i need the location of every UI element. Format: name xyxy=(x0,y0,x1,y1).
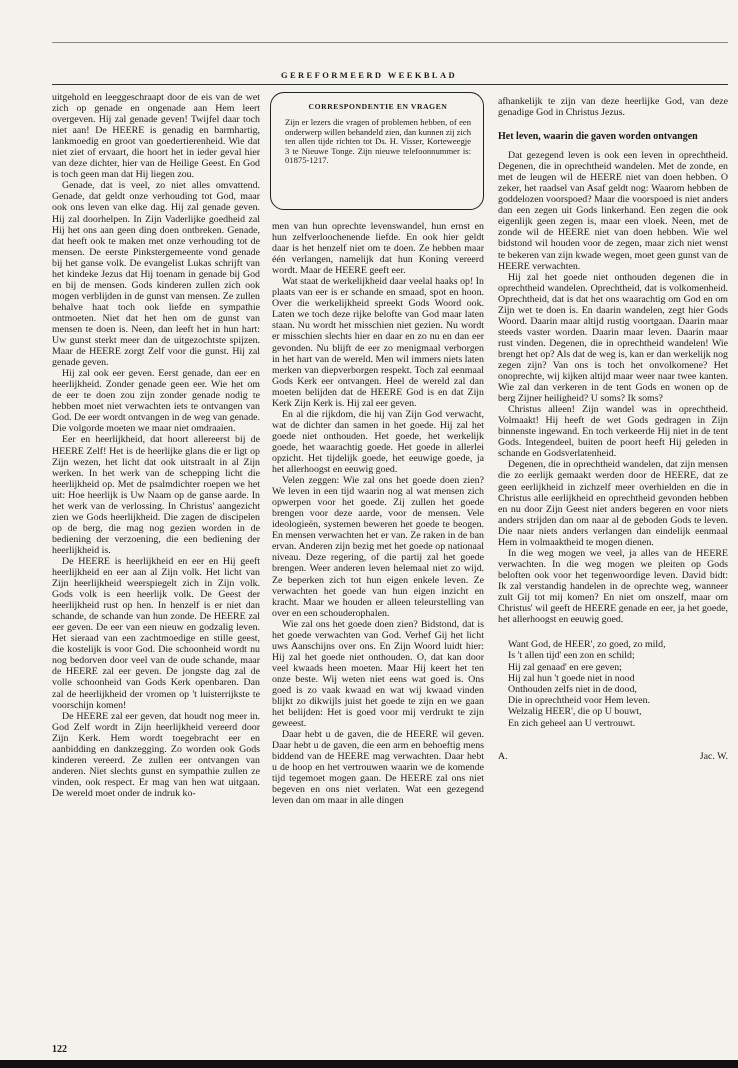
verse-line: Want God, de HEER', zo goed, zo mild, xyxy=(508,639,666,651)
correspondence-text: Zijn er lezers die vragen of problemen hebben, of een onderwerp willen behandeld zien, dan kunnen zij zich ten allen tijde richten tot Ds. H. Visser, Korteweegje 3 te Nieuwe Tonge. Zijn nieuwe telefoonnummer is: 01875-1217. xyxy=(285,117,471,166)
paragraph: Genade, dat is veel, zo niet alles omvattend. Genade, dat geldt onze verhouding tot God, maar ook ons leven van elke dag. Hij zal genade geven. Hij zal doorhelpen. In Zijn Vaderlijke goedheid zal Hij het ons aan geen ding doen ontbreken. Genade, dat heeft ook te maken met onze verhouding tot de mensen. De eerste Pinkstergemeente vond genade bij het ganse volk. De evangelist Lukas schrijft van het kindeke Jezus dat Hij toenam in genade bij God en bij de mensen. Gods kinderen zullen zich ook mogen verblijden in de gunst van mensen. Ze zullen behalve haat toch ook liefde en sympathie ontmoeten. Niet dat het hen om de gunst van mensen te doen is. Neen, dan leeft het in hun hart: Uw gunst sterkt meer dan de uitgezochtste spijzen. Maar de HEERE zorgt Zelf voor die gunst. Hij zal genade geven. xyxy=(52,180,260,369)
column-3 xyxy=(498,96,728,762)
paragraph: Hij zal ook eer geven. Eerst genade, dan eer en heerlijkheid. Zonder genade geen eer. Wie het om de eer te doen zou zijn zonder genade nodig te hebben moet niet verwachten iets te ontvangen van God. De eer wordt ontvangen in de weg van genade. Die volgorde moeten we maar niet omdraaien. xyxy=(52,368,260,435)
psalm-verse xyxy=(508,639,728,729)
page-header: GEREFORMEERD WEEKBLAD xyxy=(280,70,458,80)
correspondence-box xyxy=(270,92,484,210)
paragraph: Hij zal het goede niet onthouden degenen die in oprechtheid wandelen. Oprechtheid, dat is volkomenheid. Oprechtheid, dat is dat het ons waarachtig om God en om Zijn wet te doen is. En daarin wandelen, zegt hier Gods Woord. Daarin maar altijd rustig voortgaan. Daarin maar steeds vaster worden. Daarin maar leven. Daarin maar rust vinden. Degenen, die in oprechtheid wandelen! Wie brengt het op? Als dat de weg is, kan er dan werkelijk nog zegen zijn? Van ons is toch het onvolkomene? Het onoprechte, wij kijken altijd maar weer naar twee kanten. Wie zal dan verkeren in de tent Gods en wonen op de berg Zijner heiligheid? U soms? Ik soms? xyxy=(498,271,728,405)
paragraph: Wat staat de werkelijkheid daar veelal haaks op! In plaats van eer is er schande en smaad, spot en hoon. Over die werkelijkheid spreekt Gods Woord ook. Laten we toch deze rijke belofte van God maar laten staan. Nu wordt het misschien niet gezien. Nu wordt er misschien slechts hier en daar en zo nu en dan eer gevonden. Nu blijft de eer zo menigmaal verborgen in het hart van de wereld. Men wil immers niets laten merken van diepverborgen respekt. Toch zal eenmaal Gods Kerk eer ontvangen. Heel de wereld zal dan moeten belijden dat de HEERE God is en dat Zijn Kerk Zijn Kerk is. Hij zal eer geven. xyxy=(272,276,484,409)
page-number: 122 xyxy=(52,1044,67,1055)
signature-author: Jac. W. xyxy=(699,750,728,762)
verse-line: Onthouden zelfs niet in de dood, xyxy=(508,683,637,695)
paragraph: Velen zeggen: Wie zal ons het goede doen zien? We leven in een tijd waarin nog al wat mensen zich opwerpen voor het goede. Zij zullen het goede brengen voor deze aarde, voor de mensen. Vele ideologieën, systemen beweren het goede te beogen. En mensen verwachten het er van. Ze raken in de ban ervan. Anderen zijn bezig met het goede op nationaal niveau. Deze regering, of die partij zal het goede brengen. Weer anderen leven helemaal niet zo wijd. Ze beperken zich tot hun eigen enkele leven. Ze verwachten het goede van hun eigen inzicht en kracht. Maar we houden er alleen teleurstelling van over en een schouderophalen. xyxy=(272,475,484,619)
verse-line: Die in oprechtheid voor Hem leven. xyxy=(508,695,651,707)
paragraph: De HEERE zal eer geven, dat houdt nog meer in. God Zelf wordt in Zijn heerlijkheid vereerd door Zijn Kerk. Hem wordt toegebracht eer en aanbidding en dankzegging. Zo worden ook Gods kinderen vereerd. Ze zullen eer ontvangen van anderen. Niet slechts gunst en sympathie zullen ze vinden, ook respect. Er mag van hen wat uitgaan. De wereld moet onder de indruk ko- xyxy=(52,710,260,799)
paragraph: Dat gezegend leven is ook een leven in oprechtheid. Degenen, die in oprechtheid wandelen. Met de zonde, en met de leugen wil de HEERE niet van doen hebben. O zeker, het raadsel van Asaf geldt nog: Waarom hebben de goddelozen voorspoed? Maar die voorspoed is niet anders dan een zegen uit Gods linkerhand. Een zegen die ook eigenlijk geen zegen is, maar een vloek. Neen, met de zonde wil de HEERE niet van doen hebben. Wie wel bidstond wil houden voor de zegen, maar zich niet wenst te bekeren van zijn kwade wegen, moet geen gunst van de HEERE verwachten. xyxy=(498,150,728,272)
paragraph: men van hun oprechte levenswandel, hun ernst en hun zelfverloochenende liefde. En ook hier geldt daar is het henzelf niet om te doen. Ze hebben maar één verlangen, namelijk dat hun Koning vereerd wordt. Maar de HEERE geeft eer. xyxy=(272,221,484,277)
paragraph: uitgehold en leeggeschraapt door de eis van de wet zich op genade en ongenade aan Hem leert overgeven. Hij zal genade geven! Twijfel daar toch niet aan! De HEERE is genadig en barmhartig, lankmoedig en groot van goedertierenheid. Wie dat niet ziet of ervaart, die hoort het in ieder geval hier van deze dichter, hier van de Heilige Geest. En God is toch geen man dat Hij liegen zou. xyxy=(52,92,260,181)
top-rule xyxy=(52,42,728,43)
signature xyxy=(498,751,728,762)
verse-line: Is 't allen tijd' een zon en schild; xyxy=(508,650,635,662)
column-2 xyxy=(272,221,484,806)
paragraph: En al die rijkdom, die hij van Zijn God verwacht, wat de dichter dan samen in het goede. Hij zal het goede niet onthouden. Het goede, het werkelijk goede, het waarachtig goede. Het goede in allerlei opzicht. Het tijdelijk goede, het eeuwige goede, ja het allerhoogst en eeuwig goed. xyxy=(272,408,484,476)
column-1 xyxy=(52,92,260,799)
section-heading: Het leven, waarin die gaven worden ontvangen xyxy=(498,131,698,143)
paragraph: Christus alleen! Zijn wandel was in oprechtheid. Volmaakt! Hij heeft de wet Gods gedragen in Zijn binnenste ingewand. En toch verkeerde Hij niet in de tent Gods. Integendeel, buiten de poort heeft Hij geleden in schande en Godsverlatenheid. xyxy=(498,404,728,460)
verse-line: Hij zal genaad' en ere geven; xyxy=(508,661,622,673)
bottom-border xyxy=(0,1060,738,1068)
correspondence-title: CORRESPONDENTIE EN VRAGEN xyxy=(308,102,448,111)
paragraph: Daar hebt u de gaven, die de HEERE wil geven. Daar hebt u de gaven, die een arm en behoeftig mens biddend van de HEERE mag verwachten. Daar hebt u de hoop en het vertrouwen waarin we de komende tijd tegemoet mogen gaan. De HEERE zal ons niet begeven en ons niet verlaten. Wat een gezegend leven dan om maar in alle dingen xyxy=(272,729,484,807)
verse-line: Welzalig HEER', die op U bouwt, xyxy=(508,706,642,718)
signature-initial: A. xyxy=(498,750,508,762)
paragraph: Degenen, die in oprechtheid wandelen, dat zijn mensen die zo eerlijk gemaakt werden door de HEERE, dat ze geen eerlijkheid in zichzelf meer overhielden en die in Christus alle eerlijkheid en oprechtheid gevonden hebben en nu door Zijn Geest niet anders begeren en voor niets anders strijden dan om naar al de geboden Gods te leven. Die naar niets anders verlangen dan eindelijk eenmaal Hem in volmaaktheid te mogen dienen. xyxy=(498,459,728,548)
paragraph: Eer en heerlijkheid, dat hoort allereerst bij de HEERE Zelf! Het is de heerlijke glans die er ligt op Zijn wezen, het licht dat ook uitstraalt in al Zijn werken. In het werk van de schepping licht die heerlijkheid op. Met de psalmdichter roepen we het uit: Hoe heerlijk is Uw Naam op de ganse aarde. In het werk van de verlossing. In Christus' aangezicht zien we Gods heerlijkheid. Die zagen de discipelen op de berg, die mag nog gezien worden in de bediening der verzoening, die een bediening der heerlijkheid is. xyxy=(52,434,260,556)
verse-line: Hij zal hun 't goede niet in nood xyxy=(508,672,635,684)
header-rule xyxy=(52,84,728,85)
paragraph: De HEERE is heerlijkheid en eer en Hij geeft heerlijkheid en eer aan al Zijn volk. Het licht van Zijn heerlijkheid weerspiegelt zich in Zijn volk. Gods volk is een heerlijk volk. De Geest der heerlijkheid rust op hen. In henzelf is er niet dan schande, de schande van hun zonde. De HEERE zal eer geven. De eer van een nieuw en godzalig leven. Het sieraad van een zachtmoedige en stille geest, die kostelijk is voor God. Die schoonheid wordt nu nog bedorven door veel van de oude schande, maar de HEERE zal eer geven. De jongste dag zal de volle schoonheid van Gods Kerk openbaren. Dan zal de heerlijkheid der vromen op 't luisterrijkste te voorschijn komen! xyxy=(52,555,260,711)
verse-line: En zich geheel aan U vertrouwt. xyxy=(508,717,636,729)
paragraph: Wie zal ons het goede doen zien? Bidstond, dat is het goede verwachten van God. Verhef Gij het licht uws Aanschijns over ons. En Zijn Woord luidt hier: Hij zal het goede niet onthouden. O, dat kan door veel kwaads heen moeten. Maar Hij keert het ten onze beste. Wij weten niet eens wat goed is. Ons goed is zo vaak kwaad en wat wij kwaad vinden blijkt zo dikwijls juist het goede te zijn en we gaan het belijden: Het is goed voor mij verdrukt te zijn geweest. xyxy=(272,618,484,730)
paragraph: In die weg mogen we veel, ja alles van de HEERE verwachten. In die weg mogen we pleiten op Gods beloften ook voor het tegenwoordige leven. David bidt: Ik zal verstandig handelen in de oprechte weg, wanneer zult Gij tot mij komen? En niet om onszelf, maar om Christus' wil geeft de HEERE genade en eer, ja het goede, het allerhoogst en eeuwig goed. xyxy=(498,547,728,626)
paragraph: afhankelijk te zijn van deze heerlijke God, van deze genadige God in Christus Jezus. xyxy=(498,96,728,119)
